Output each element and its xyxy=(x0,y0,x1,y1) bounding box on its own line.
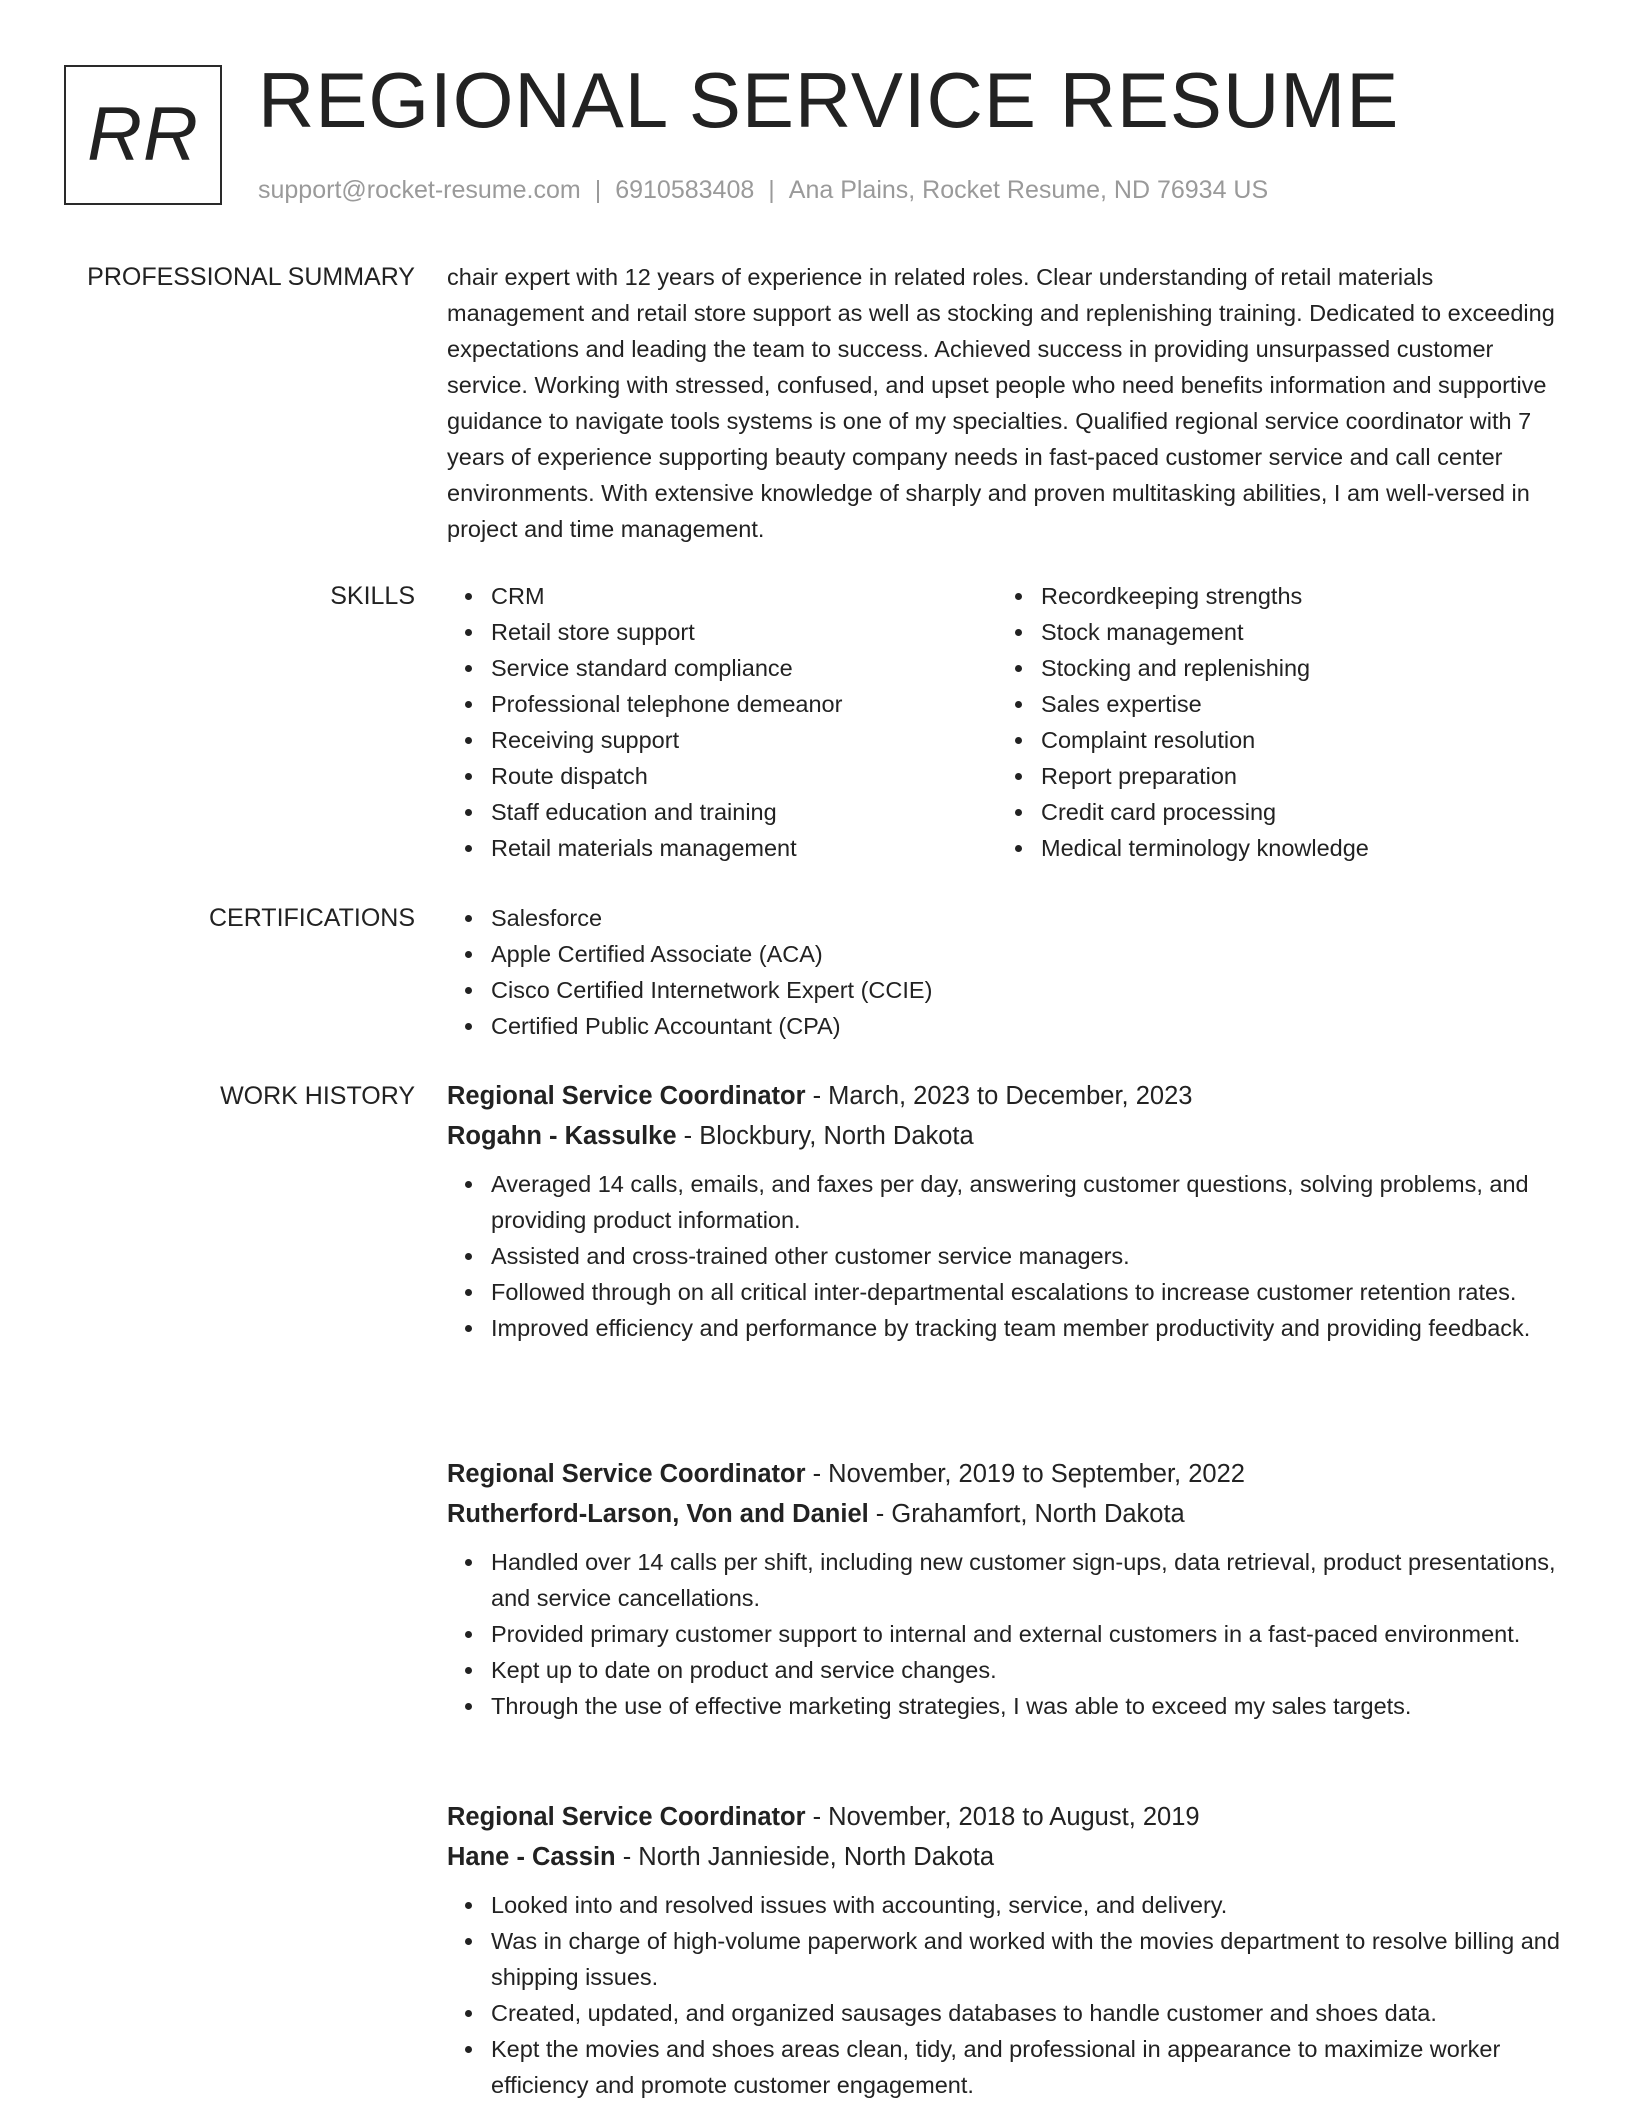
summary-text: chair expert with 12 years of experience in related roles. Clear understanding of retail materials management and retail store support as well as stocking and replenishing training. Dedicated to exceeding expectations and leading the team to success. Achieved success in providing unsurpassed customer service. Working with stressed, confused, and upset people who need benefits information and supportive guidance to navigate tools systems is one of my specialties. Qualified regional service coordinator with 7 years of experience supporting beauty company needs in fast-paced customer service and call center environments. With extensive knowledge of sharply and proven multitasking abilities, I am well-versed in project and time management. xyxy=(447,264,1555,542)
certification-item: Salesforce xyxy=(447,900,1569,936)
job-entry xyxy=(447,1076,1569,1346)
skill-item: Complaint resolution xyxy=(997,722,1547,758)
job-dates: - November, 2019 to September, 2022 xyxy=(805,1460,1245,1488)
job-duties-list xyxy=(447,1544,1569,1724)
contact-line xyxy=(258,176,1268,205)
job-duty: Handled over 14 calls per shift, including new customer sign-ups, data retrieval, product presentations, and service cancellations. xyxy=(447,1544,1569,1616)
job-company-line xyxy=(447,1494,1569,1534)
contact-email: support@rocket-resume.com xyxy=(258,176,581,204)
job-entry xyxy=(447,1797,1569,2103)
skill-item: Receiving support xyxy=(447,722,997,758)
skill-item: Retail materials management xyxy=(447,830,997,866)
job-dates: - March, 2023 to December, 2023 xyxy=(805,1082,1193,1110)
job-title-line xyxy=(447,1454,1569,1494)
job-company-line xyxy=(447,1837,1569,1877)
resume-title: REGIONAL SERVICE RESUME xyxy=(258,56,1400,144)
certification-item: Apple Certified Associate (ACA) xyxy=(447,936,1569,972)
job-duty: Looked into and resolved issues with accounting, service, and delivery. xyxy=(447,1887,1569,1923)
skill-item: Recordkeeping strengths xyxy=(997,578,1547,614)
job-company: Rogahn - Kassulke xyxy=(447,1122,677,1150)
job-company: Hane - Cassin xyxy=(447,1843,616,1871)
job-duty: Through the use of effective marketing strategies, I was able to exceed my sales targets. xyxy=(447,1688,1569,1724)
job-title-line xyxy=(447,1797,1569,1837)
job-company: Rutherford-Larson, Von and Daniel xyxy=(447,1500,869,1528)
job-duty: Was in charge of high-volume paperwork and worked with the movies department to resolve billing and shipping issues. xyxy=(447,1923,1569,1995)
job-title: Regional Service Coordinator xyxy=(447,1803,806,1831)
job-location: - North Jannieside, North Dakota xyxy=(615,1843,995,1871)
job-duty: Assisted and cross-trained other customer service managers. xyxy=(447,1238,1569,1274)
job-title: Regional Service Coordinator xyxy=(447,1460,806,1488)
contact-address: Ana Plains, Rocket Resume, ND 76934 US xyxy=(788,176,1269,204)
job-duty: Created, updated, and organized sausages databases to handle customer and shoes data. xyxy=(447,1995,1569,2031)
monogram-initials: RR xyxy=(87,92,199,177)
job-company-line xyxy=(447,1116,1569,1156)
contact-phone: 6910583408 xyxy=(615,176,755,204)
job-title-line xyxy=(447,1076,1569,1116)
job-duty: Averaged 14 calls, emails, and faxes per day, answering customer questions, solving problems, and providing product information. xyxy=(447,1166,1569,1238)
certification-item: Cisco Certified Internetwork Expert (CCIE) xyxy=(447,972,1569,1008)
job-duty: Followed through on all critical inter-departmental escalations to increase customer retention rates. xyxy=(447,1274,1569,1310)
skill-item: Service standard compliance xyxy=(447,650,997,686)
skill-item: Sales expertise xyxy=(997,686,1547,722)
summary-heading: PROFESSIONAL SUMMARY xyxy=(87,263,415,291)
certifications-heading: CERTIFICATIONS xyxy=(208,904,415,932)
job-dates: - November, 2018 to August, 2019 xyxy=(805,1803,1200,1831)
skills-heading: SKILLS xyxy=(330,582,415,610)
job-duty: Kept the movies and shoes areas clean, tidy, and professional in appearance to maximize worker efficiency and promote customer engagement. xyxy=(447,2031,1569,2103)
monogram-logo xyxy=(64,65,222,205)
skill-item: Stocking and replenishing xyxy=(997,650,1547,686)
skills-list-left xyxy=(447,578,997,866)
job-title: Regional Service Coordinator xyxy=(447,1082,806,1110)
skill-item: Retail store support xyxy=(447,614,997,650)
skills-list-right xyxy=(997,578,1547,866)
job-duties-list xyxy=(447,1166,1569,1346)
contact-separator: | xyxy=(768,176,775,204)
job-duty: Kept up to date on product and service changes. xyxy=(447,1652,1569,1688)
skill-item: Credit card processing xyxy=(997,794,1547,830)
job-duty: Provided primary customer support to internal and external customers in a fast-paced environment. xyxy=(447,1616,1569,1652)
skill-item: CRM xyxy=(447,578,997,614)
skill-item: Professional telephone demeanor xyxy=(447,686,997,722)
skill-item: Report preparation xyxy=(997,758,1547,794)
job-duties-list xyxy=(447,1887,1569,2103)
job-location: - Grahamfort, North Dakota xyxy=(868,1500,1185,1528)
contact-separator: | xyxy=(594,176,602,204)
job-location: - Blockbury, North Dakota xyxy=(676,1122,974,1150)
skill-item: Stock management xyxy=(997,614,1547,650)
certification-item: Certified Public Accountant (CPA) xyxy=(447,1008,1569,1044)
certifications-body xyxy=(447,900,1569,1044)
skills-columns xyxy=(447,578,1569,866)
skill-item: Staff education and training xyxy=(447,794,997,830)
skill-item: Route dispatch xyxy=(447,758,997,794)
job-entry xyxy=(447,1454,1569,1724)
job-duty: Improved efficiency and performance by tracking team member productivity and providing feedback. xyxy=(447,1310,1569,1346)
certifications-list xyxy=(447,900,1569,1044)
skill-item: Medical terminology knowledge xyxy=(997,830,1547,866)
work-history-heading: WORK HISTORY xyxy=(220,1082,415,1110)
